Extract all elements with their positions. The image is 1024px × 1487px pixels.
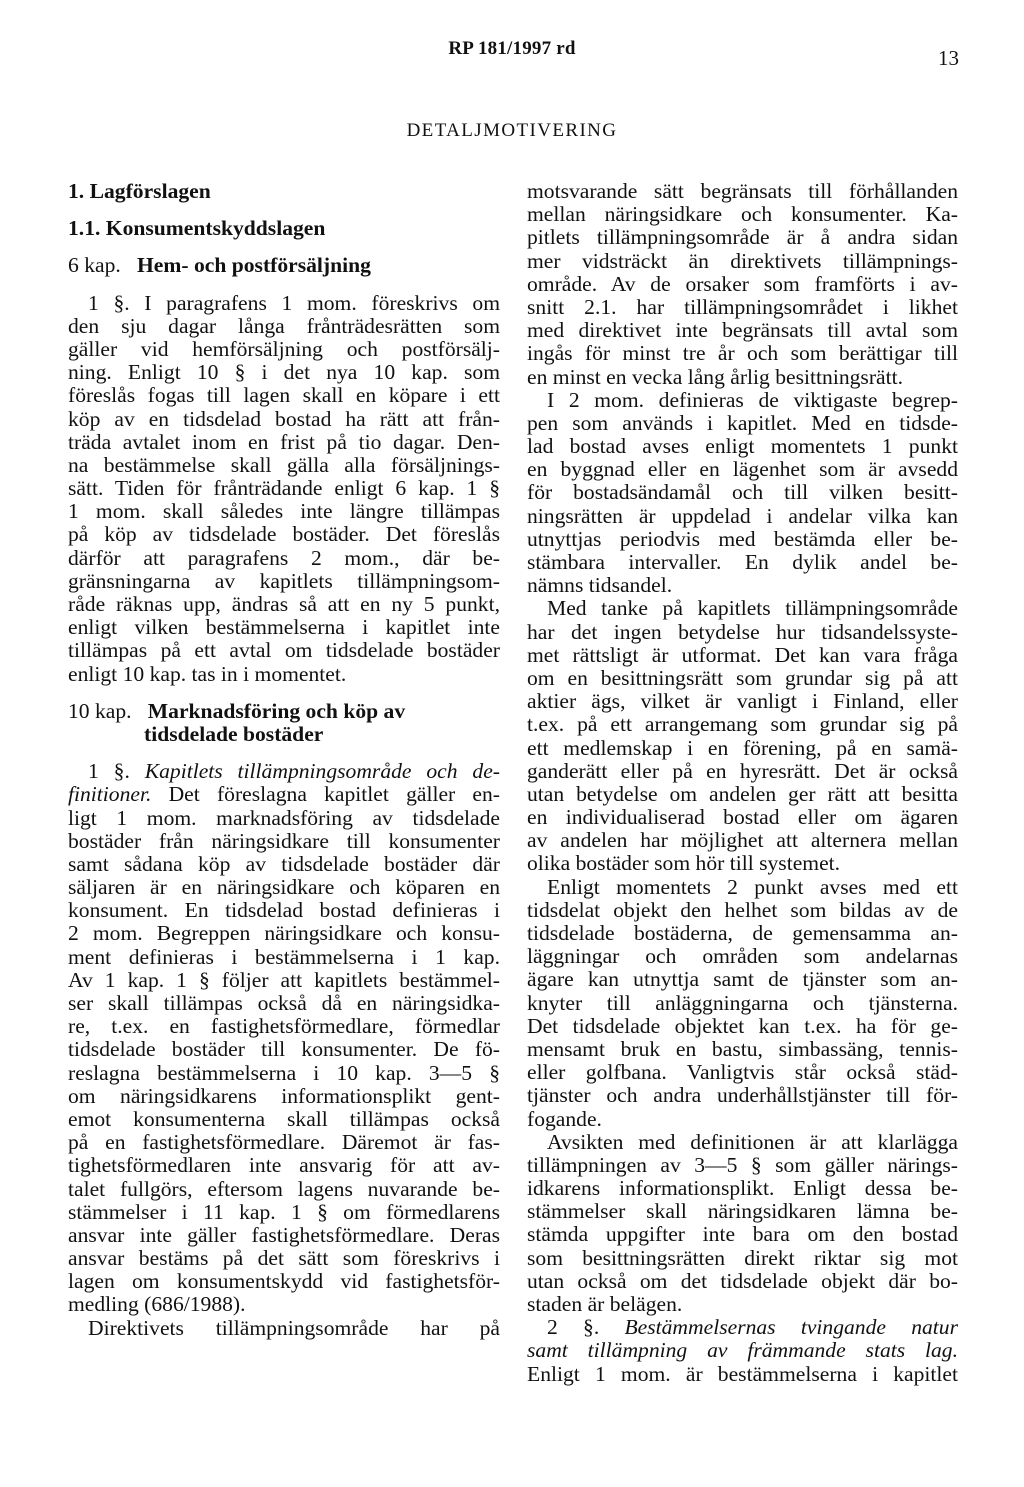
paragraph-line-last: staden är belägen.: [527, 1292, 683, 1316]
paragraph-line: samt sådana köp av tidsdelade bostäder där: [68, 852, 500, 876]
paragraph-line: tidsdelade bostäderna, de gemensamma an-: [527, 922, 958, 945]
right-column: [527, 180, 958, 1386]
paragraph-line: ägare kan utnyttja samt de tjänster som an-: [527, 968, 958, 992]
paragraph-line: Med tanke på kapitlets tillämpningsområde: [547, 597, 958, 621]
heading-6-kap: [68, 254, 500, 277]
paragraph-line: en individualiserad bostad eller om ägaren: [527, 806, 958, 830]
paragraph-line: eller golfbana. Vanligtvis står också städ-: [527, 1061, 958, 1085]
paragraph-line: den sju dagar långa frånträdesrätten som: [68, 314, 500, 338]
paragraph-line: bostäder från näringsidkare till konsumenter: [68, 829, 500, 853]
running-head: RP 181/1997 rd: [448, 38, 576, 59]
paragraph-line: en byggnad eller en lägenhet som är avsedd: [527, 458, 958, 482]
paragraph-line: pen som används i kapitlet. Med en tidsde-: [527, 411, 958, 435]
paragraph-continued: [527, 180, 958, 366]
chapter-title: Marknadsföring och köp av: [147, 698, 406, 723]
paragraph-line: Avsikten med definitionen är att klarlägga: [547, 1130, 958, 1154]
paragraph-line: ligt 1 mom. marknadsföring av tidsdelade: [68, 806, 500, 830]
paragraph-line: föreslås fogas till lagen skall en köpare i ett: [68, 384, 500, 408]
page-number: 13: [938, 46, 959, 70]
paragraph-line: enligt 10 kap. tas in i momentet.: [68, 661, 347, 686]
paragraph-line: av andelen har möjlighet att alternera mellan: [527, 829, 958, 853]
paragraph-line: pitlets tillämpningsområde är å andra sidan: [527, 226, 958, 250]
paragraph-line: snitt 2.1. har tillämpningsområdet i likhet: [527, 295, 958, 319]
paragraph-line: finitioner. Det föreslagna kapitlet gäller en-: [68, 783, 500, 807]
paragraph-line-last: nämns tidsandel.: [527, 573, 673, 598]
paragraph-line: ser skall tillämpas också då en näringsidka-: [68, 992, 500, 1015]
paragraph-line: om näringsidkarens informationsplikt gent-: [68, 1084, 500, 1108]
paragraph-line: knyter till anläggningarna och tjänsterna.: [527, 991, 958, 1015]
paragraph-1-par: [68, 292, 500, 686]
paragraph-line: t.ex. på ett arrangemang som grundar sig på: [527, 713, 958, 737]
paragraph-line: ganderätt eller på en hyresrätt. Det är också: [527, 759, 958, 783]
paragraph-line: gränsningarna av kapitlets tillämpningsom-: [68, 569, 500, 593]
section-title: DETALJMOTIVERING: [406, 120, 618, 141]
paragraph-line: läggningar och områden som andelarnas: [527, 945, 958, 969]
paragraph-line: träda avtalet inom en frist på tio dagar. Den-: [68, 430, 500, 454]
paragraph-line: met rättsligt är utformat. Det kan vara fråga: [527, 643, 958, 667]
heading-lagforslagen: 1. Lagförslagen: [68, 179, 211, 203]
paragraph-line: stämmelser skall näringsidkaren lämna be-: [527, 1200, 958, 1224]
paragraph-line: Enligt momentets 2 punkt avses med ett: [547, 875, 958, 899]
paragraph-line: reslagna bestämmelserna i 10 kap. 3—5 §: [68, 1061, 500, 1085]
paragraph-line: konsument. En tidsdelad bostad definieras i: [68, 899, 500, 923]
paragraph-line: mellan näringsidkare och konsumenter. Ka-: [527, 203, 958, 227]
paragraph-enligt-momentets: [527, 876, 958, 1108]
paragraph-line: som besittningsrätten direkt riktar sig mot: [527, 1246, 958, 1270]
paragraph-line: ning. Enligt 10 § i det nya 10 kap. som: [68, 361, 500, 385]
paragraph-line: Det tidsdelade objektet kan t.ex. ha för ge-: [527, 1014, 958, 1038]
paragraph-line: om en besittningsrätt som grundar sig på att: [527, 666, 958, 690]
paragraph-line: mer vidsträckt än direktivets tillämpnings-: [527, 249, 958, 273]
heading-10-kap: [68, 700, 500, 723]
paragraph-line: emot konsumenterna skall tillämpas också: [68, 1107, 500, 1131]
paragraph-med-tanke: [527, 597, 958, 852]
chapter-number: 6 kap.: [68, 253, 121, 278]
paragraph-line: mensamt bruk en bastu, simbassäng, tennis-: [527, 1037, 958, 1061]
paragraph-line: 1 §. Kapitlets tillämpningsområde och de-: [88, 760, 500, 784]
paragraph-line: utnyttjas periodvis med bestämda eller be-: [527, 527, 958, 551]
paragraph-line: på köp av tidsdelade bostäder. Det föreslås: [68, 523, 500, 547]
paragraph-avsikten: [527, 1131, 958, 1293]
paragraph-line: 2 §. Bestämmelsernas tvingande natur: [547, 1316, 958, 1340]
paragraph-line: enligt vilken bestämmelserna i kapitlet inte: [68, 616, 500, 640]
paragraph-line: säljaren är en näringsidkare och köparen en: [68, 876, 500, 900]
chapter-title: Hem- och postförsäljning: [136, 253, 371, 278]
chapter-title-cont: tidsdelade bostäder: [144, 721, 324, 746]
paragraph-line: utan också om det tidsdelade objekt där bo-: [527, 1269, 958, 1293]
paragraph-line: I 2 mom. definieras de viktigaste begrep-: [547, 388, 958, 412]
chapter-number: 10 kap.: [68, 698, 132, 723]
paragraph-line: ningsrätten är uppdelad i andelar vilka kan: [527, 504, 958, 528]
paragraph-line: aktier ägs, vilket är vanligt i Finland, eller: [527, 690, 958, 714]
paragraph-line: ansvar bestäms på det sätt som föreskrivs i: [68, 1247, 500, 1271]
paragraph-line: tidsdelat objekt den helhet som bildas av de: [527, 898, 958, 922]
paragraph-line: re, t.ex. en fastighetsförmedlare, förmedlar: [68, 1015, 500, 1039]
paragraph-line: talet fullgörs, eftersom lagens nuvarande be-: [68, 1177, 500, 1201]
paragraph-line: tillämpas på ett avtal om tidsdelade bostäder: [68, 639, 500, 663]
paragraph-line: 2 mom. Begreppen näringsidkare och konsu-: [68, 922, 500, 946]
paragraph-line: Enligt 1 mom. är bestämmelserna i kapitlet: [527, 1362, 958, 1386]
paragraph-line: lagen om konsumentskydd vid fastighetsför-: [68, 1270, 500, 1294]
paragraph-line: Av 1 kap. 1 § följer att kapitlets bestämmel-: [68, 968, 500, 992]
paragraph-line-last: fogande.: [527, 1106, 602, 1131]
paragraph-line: råde räknas upp, ändras så att en ny 5 punkt,: [68, 593, 500, 616]
paragraph-line: ingås för minst tre år och som berättigar till: [527, 342, 958, 366]
paragraph-line: stämda uppgifter inte bara om den bostad: [527, 1223, 958, 1247]
paragraph-line: lad bostad avses enligt momentets 1 punkt: [527, 435, 958, 459]
paragraph-line: gäller vid hemförsäljning och postförsälj-: [68, 337, 500, 361]
paragraph-line-last: en minst en vecka lång årlig besittningsrätt.: [527, 364, 903, 389]
paragraph-line-last: olika bostäder som hör till systemet.: [527, 851, 841, 876]
left-column: [68, 180, 500, 1340]
paragraph-line: 1 §. I paragrafens 1 mom. föreskrivs om: [88, 291, 500, 315]
paragraph-line: stämmelser i 11 kap. 1 § om förmedlarens: [68, 1200, 500, 1224]
paragraph-line: tillämpningen av 3—5 § som gäller närings-: [527, 1153, 958, 1177]
paragraph-line: idkarens informationsplikt. Enligt dessa be-: [527, 1177, 958, 1201]
paragraph-line: utan betydelse om andelen ger rätt att besitta: [527, 782, 958, 806]
paragraph-line: därför att paragrafens 2 mom., där be-: [68, 546, 500, 570]
paragraph-line: na bestämmelse skall gälla alla försäljnings-: [68, 453, 500, 477]
heading-konsumentskyddslagen: 1.1. Konsumentskyddslagen: [68, 216, 326, 241]
paragraph-line: ett medlemskap i en förening, på en samä-: [527, 736, 958, 760]
paragraph-line: ansvar inte gäller fastighetsförmedlare. Deras: [68, 1223, 500, 1247]
paragraph-line: tighetsförmedlaren inte ansvarig för att av-: [68, 1154, 500, 1178]
paragraph-line: motsvarande sätt begränsats till förhållanden: [527, 180, 958, 203]
paragraph-line: stämbara intervaller. En dylik andel be-: [527, 551, 958, 574]
paragraph-line: har det ingen betydelse hur tidsandelssyste-: [527, 620, 958, 644]
paragraph-line: Direktivets tillämpningsområde har på: [88, 1316, 500, 1340]
paragraph-line: medling (686/1988).: [68, 1292, 246, 1317]
paragraph-line: samt tillämpning av främmande stats lag.: [527, 1339, 958, 1363]
paragraph-line: ment definieras i bestämmelserna i 1 kap.: [68, 945, 500, 969]
paragraph-line: med direktivet inte begränsats till avtal som: [527, 319, 958, 343]
paragraph-2-mom: [527, 389, 958, 575]
paragraph-line: 1 mom. skall således inte längre tillämpas: [68, 500, 500, 524]
paragraph-line: område. Av de orsaker som framförts i av-: [527, 272, 958, 296]
paragraph-line: på en fastighetsförmedlare. Däremot är fas-: [68, 1131, 500, 1155]
paragraph-line: köp av en tidsdelad bostad ha rätt att från-: [68, 407, 500, 431]
paragraph-line: tidsdelade bostäder till konsumenter. De fö-: [68, 1038, 500, 1062]
paragraph-line: tjänster och andra underhållstjänster till för-: [527, 1084, 958, 1108]
paragraph-line: för bostadsändamål och till vilken besitt-: [527, 481, 958, 505]
paragraph-line: sätt. Tiden för frånträdande enligt 6 kap. 1 §: [68, 477, 500, 501]
paragraph-kapitlets-tillampning: [68, 807, 500, 1317]
